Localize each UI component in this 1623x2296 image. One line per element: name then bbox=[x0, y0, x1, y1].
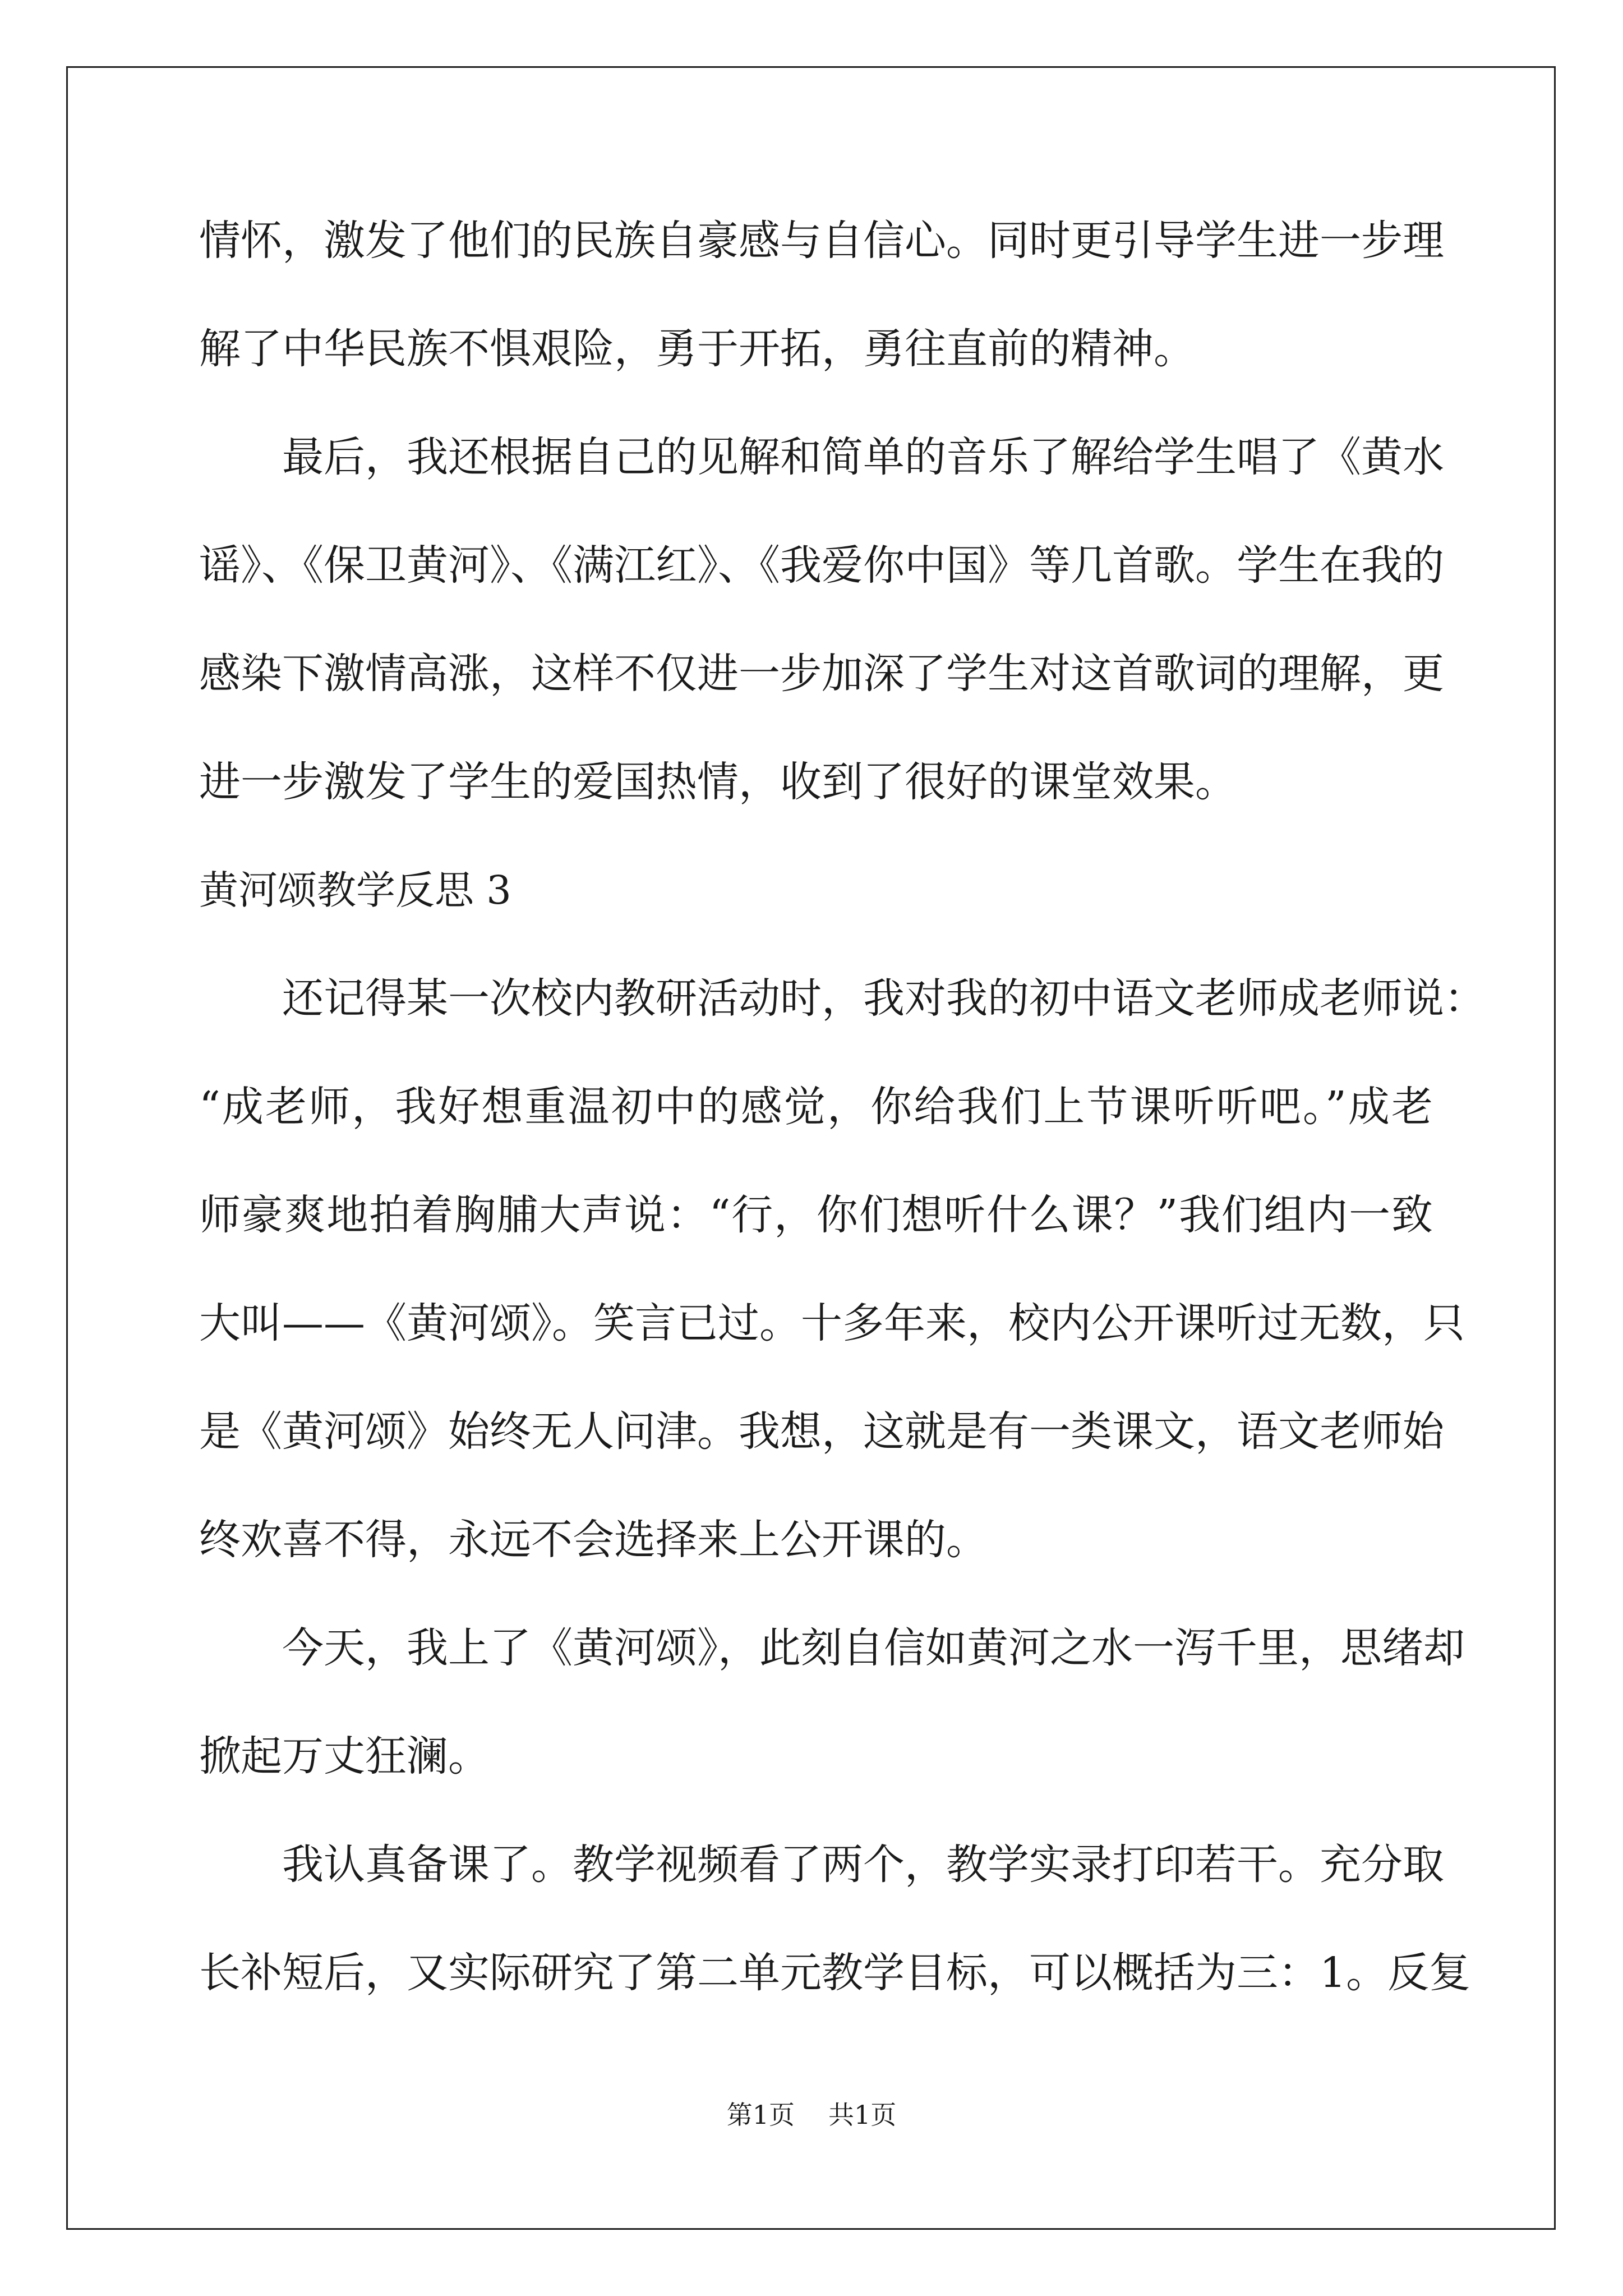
text-line: 进一步激发了学生的爱国热情，收到了很好的课堂效果。 bbox=[199, 758, 1237, 806]
text-line: 终欢喜不得，永远不会选择来上公开课的。 bbox=[199, 1516, 988, 1564]
text-line: “成老师，我好想重温初中的感觉，你给我们上节课听听吧。”成老 bbox=[199, 1083, 1433, 1131]
text-line: 长补短后，又实际研究了第二单元教学目标，可以概括为三：1。反复 bbox=[199, 1949, 1471, 1997]
page-number-current: 第1页 bbox=[726, 2100, 795, 2130]
page-number-total: 共1页 bbox=[828, 2100, 897, 2130]
text-line: 师豪爽地拍着胸脯大声说：“行，你们想听什么课？”我们组内一致 bbox=[199, 1191, 1433, 1239]
text-line: 是《黄河颂》始终无人问津。我想，这就是有一类课文，语文老师始 bbox=[199, 1407, 1444, 1456]
text-line: 情怀，激发了他们的民族自豪感与自信心。同时更引导学生进一步理 bbox=[199, 217, 1444, 265]
text-line: 谣》、《保卫黄河》、《满江红》、《我爱你中国》等几首歌。学生在我的 bbox=[199, 541, 1444, 590]
text-line: 今天，我上了《黄河颂》，此刻自信如黄河之水一泻千里，思绪却 bbox=[282, 1624, 1465, 1672]
text-line: 还记得某一次校内教研活动时，我对我的初中语文老师成老师说： bbox=[282, 974, 1486, 1023]
page-footer bbox=[0, 2098, 1623, 2132]
text-line: 我认真备课了。教学视频看了两个，教学实录打印若干。充分取 bbox=[282, 1841, 1444, 1889]
text-line: 大叫——《黄河颂》。笑言已过。十多年来，校内公开课听过无数，只 bbox=[199, 1299, 1465, 1347]
text-line: 感染下激情高涨，这样不仅进一步加深了学生对这首歌词的理解，更 bbox=[199, 650, 1444, 698]
text-line: 最后，我还根据自己的见解和简单的音乐了解给学生唱了《黄水 bbox=[282, 433, 1444, 481]
text-line: 掀起万丈狂澜。 bbox=[199, 1732, 490, 1780]
document-body bbox=[199, 213, 1486, 2054]
section-heading: 黄河颂教学反思 3 bbox=[199, 867, 511, 913]
text-line: 解了中华民族不惧艰险，勇于开拓，勇往直前的精神。 bbox=[199, 325, 1195, 373]
